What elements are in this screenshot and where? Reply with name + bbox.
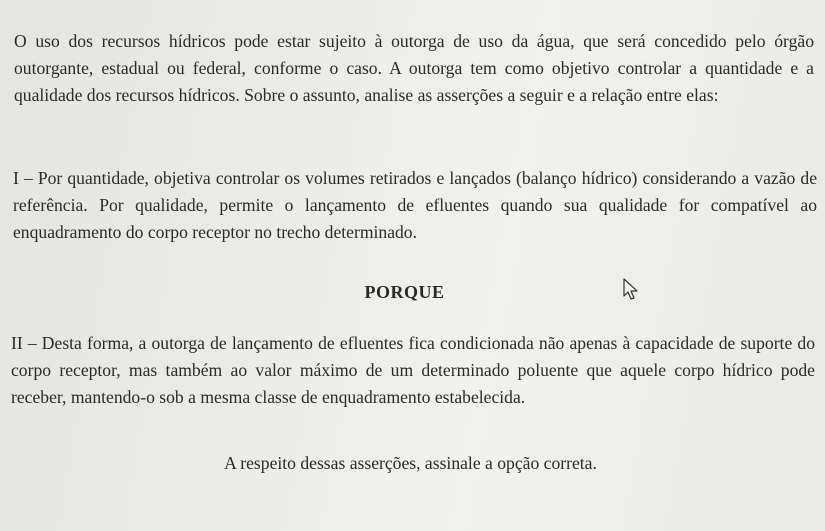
question-intro: O uso dos recursos hídricos pode estar sujeito à outorga de uso da água, que será concedido pelo órgão outorgante, estadual ou federal, conforme o caso. A outorga tem como objetivo controlar a quantidade e a qualidade dos recursos hídricos. Sobre o assunto, analise as asserções a seguir e a relação entre elas:	[14, 31, 814, 105]
assertion-one: I – Por quantidade, objetiva controlar os volumes retirados e lançados (balanço hídrico) considerando a vazão de referência. Por qualidade, permite o lançamento de efluentes quando sua qualidade for compatível ao enquadramento do corpo receptor no trecho determinado.	[13, 168, 817, 242]
porque-connector: PORQUE	[364, 282, 445, 302]
question-instruction: A respeito dessas asserções, assinale a opção correta.	[224, 453, 597, 473]
assertion-two: II – Desta forma, a outorga de lançamento de efluentes fica condicionada não apenas à capacidade de suporte do corpo receptor, mas também ao valor máximo de um determinado poluente que aquele corpo hídrico pode receber, mantendo-o sob a mesma classe de enquadramento estabelecida.	[11, 333, 815, 407]
mouse-pointer-icon	[622, 278, 640, 302]
